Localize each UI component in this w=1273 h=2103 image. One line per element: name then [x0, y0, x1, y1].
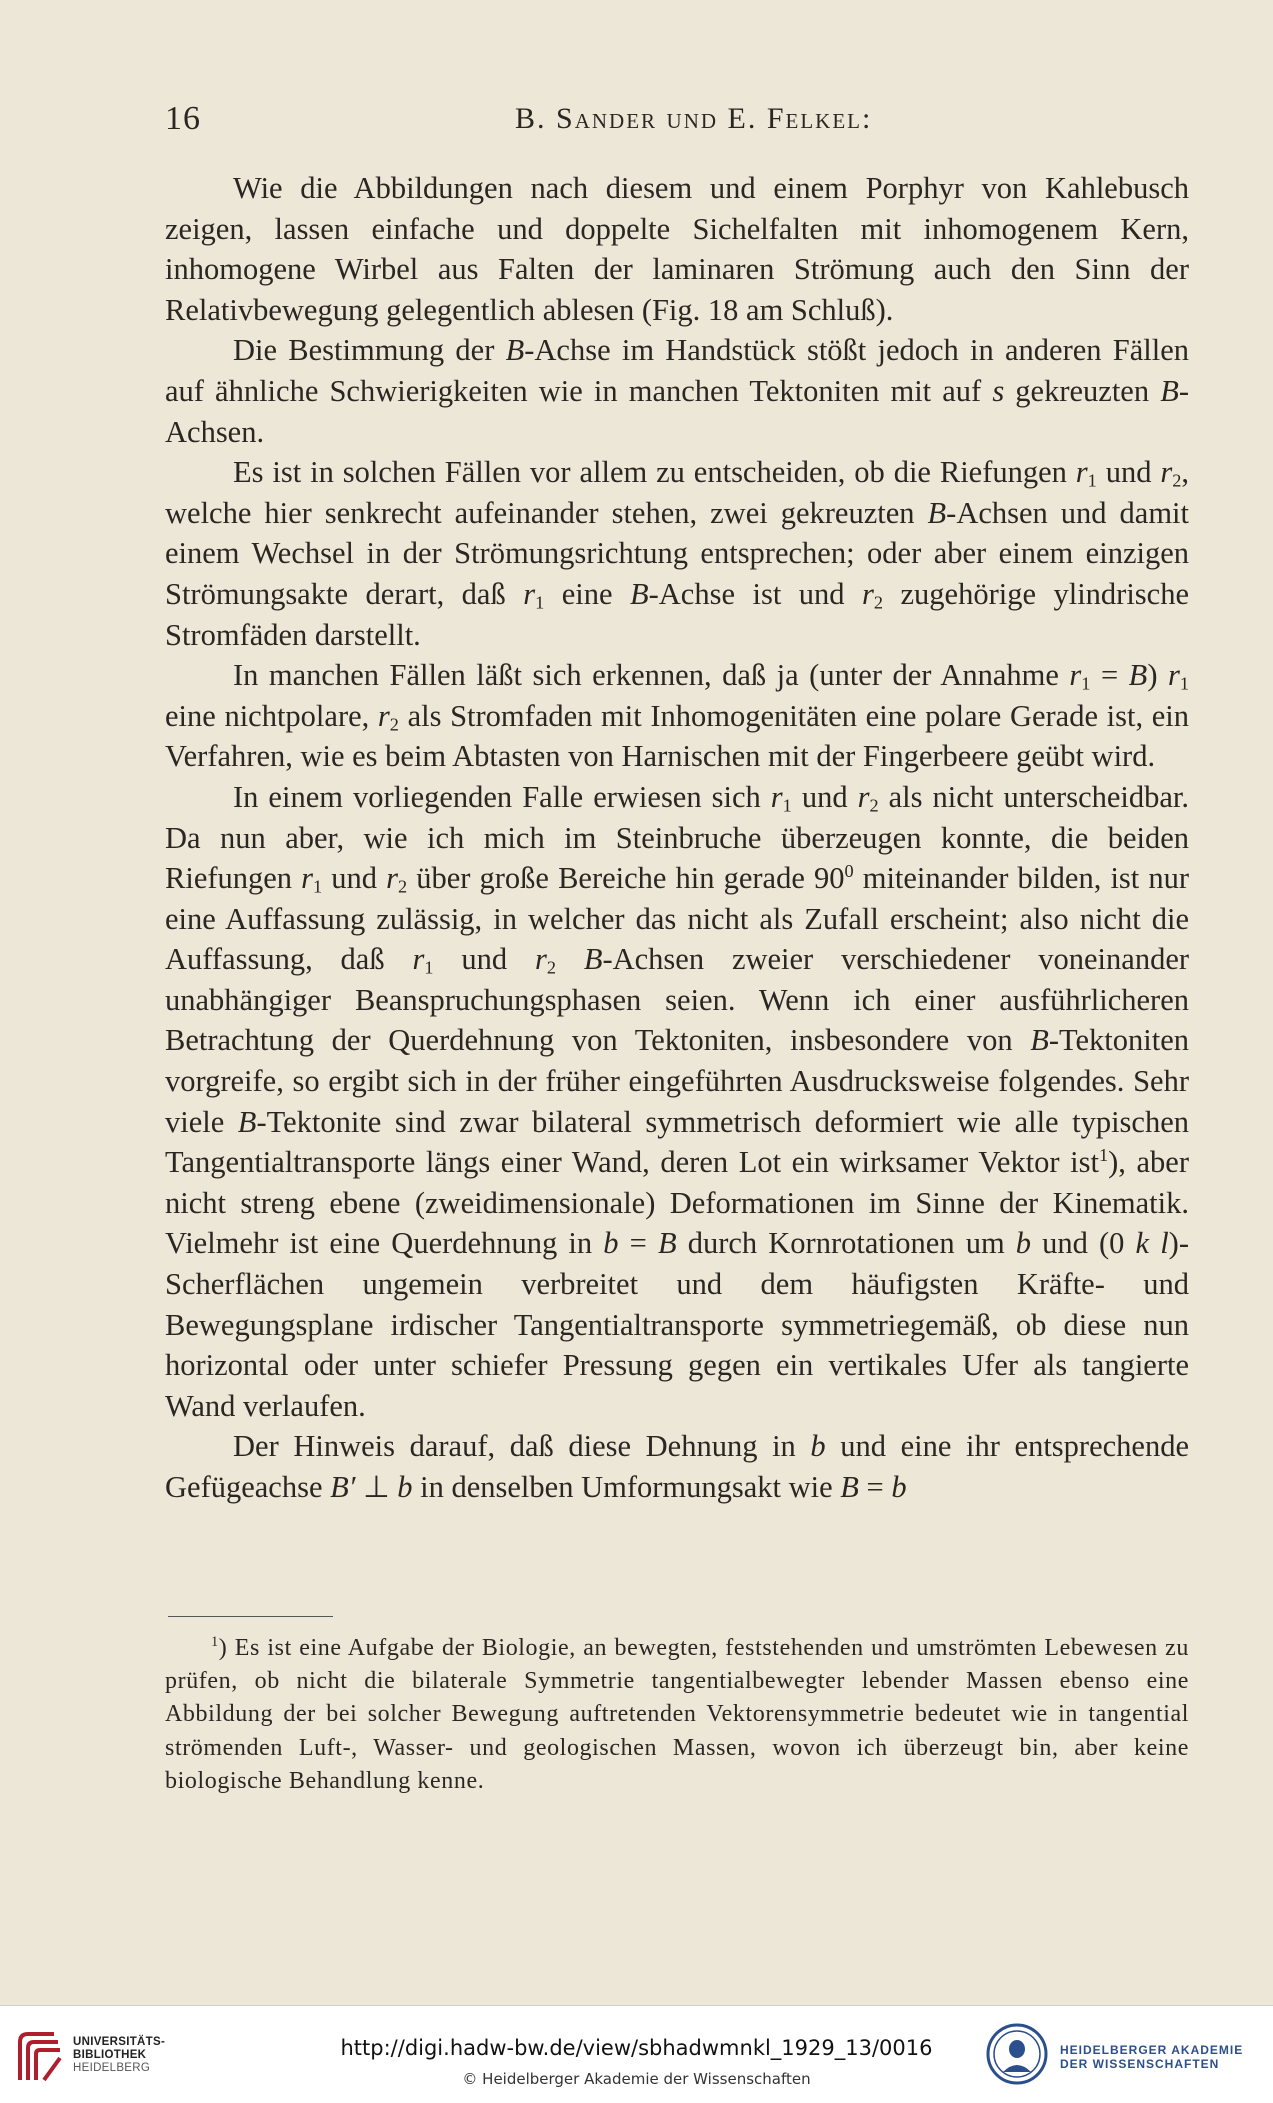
paragraph-5: In einem vorliegenden Falle erwiesen sich $r_1$ und $r_2$ als nicht unterscheidbar. Da nun aber, wie ich mich im Steinbruche überzeugen konnte, die beiden Riefungen $r_1$ und $r_2$ über große Bereiche hin gerade $90^0$ miteinander bilden, ist nur eine Auffassung zulässig, in welcher das nicht als Zufall erscheint; also nicht die Auffassung, daß $r_1$ und $r_2$ B-Achsen zweier verschiedener voneinander unabhängiger Beanspruchungsphasen seien. Wenn ich einer ausführlicheren Betrachtung der Querdehnung von Tektoniten, insbesondere von B-Tektoniten vorgreife, so ergibt sich in der früher eingeführten Ausdrucksweise folgendes. Sehr viele B-Tektonite sind zwar bilateral symmetrisch deformiert wie alle typischen Tangentialtransporte längs einer Wand, deren Lot ein wirksamer Vektor ist$^1$), aber nicht streng ebene (zweidimensionale) Deformationen im Sinne der Kinematik. Vielmehr ist eine Querdehnung in b = B durch Kornrotationen um b und (0 k l)-Scherflächen ungemein verbreitet und dem häufigsten Kräfte- und Bewegungsplane irdischer Tangentialtransporte symmetriegemäß, ob diese nun horizontal oder unter schiefer Pressung gegen ein vertikales Ufer als tangierte Wand verlaufen.: [165, 779, 1190, 1423]
footnote-reference[interactable]: 1: [1099, 1145, 1109, 1166]
footnote-text: ) Es ist eine Aufgabe der Biologie, an bewegten, feststehenden und umströmten Lebewesen zu prüfen, ob nicht die bilaterale Symmetrie tangentialbewegter lebender Massen ebenso eine Abbildung der bei solcher Bewegung auftretenden Vektorensymmetrie bedeutet wie in tangential strömenden Luft-, Wasser- und geologischen Massen, wovon ich überzeugt bin, aber keine biologische Behandlung kenne.: [165, 1635, 1189, 1794]
paragraph-4: In manchen Fällen läßt sich erkennen, daß ja (unter der Annahme $r_1 = B$) $r_1$ eine nichtpolare, $r_2$ als Stromfaden mit Inhomogenitäten eine polare Gerade ist, ein Verfahren, wie es beim Abtasten von Harnischen mit der Fingerbeere geübt wird.: [165, 658, 1190, 774]
footnote-mark: 1: [211, 1634, 219, 1650]
paragraph-3: Es ist in solchen Fällen vor allem zu entscheiden, ob die Riefungen $r_1$ und $r_2$, welche hier senkrecht aufeinander stehen, zwei gekreuzten B-Achsen und damit einem Wechsel in der Strömungsrichtung entsprechen; oder aber einem einzigen Strömungsakte derart, daß $r_1$ eine B-Achse ist und $r_2$ zugehörige ylindrische Stromfäden darstellt.: [165, 455, 1190, 652]
university-library-name: UNIVERSITÄTS- BIBLIOTHEK HEIDELBERG: [73, 2036, 166, 2074]
paragraph-1: Wie die Abbildungen nach diesem und einem Porphyr von Kahlebusch zeigen, lassen einfache und doppelte Sichelfalten mit inhomogenem Kern, inhomogene Wirbel aus Falten der laminaren Strömung auch den Sinn der Relativbewegung gelegentlich ablesen (Fig. 18 am Schluß).: [165, 171, 1189, 327]
academy-seal-icon: [985, 2022, 1049, 2086]
footnote: [165, 1632, 1189, 1798]
footer-bar: [0, 2005, 1273, 2103]
paragraph-6: Der Hinweis darauf, daß diese Dehnung in b und eine ihr entsprechende Gefügeachse B′ ⊥ b in denselben Umformungsakt wie B = b: [165, 1429, 1189, 1504]
footnote-divider: [168, 1616, 333, 1617]
permalink-url[interactable]: http://digi.hadw-bw.de/view/sbhadwmnkl_1929_13/0016: [340, 2036, 933, 2060]
paragraph-2: Die Bestimmung der B-Achse im Handstück stößt jedoch in anderen Fällen auf ähnliche Schwierigkeiten wie in manchen Tektoniten mit auf s gekreuzten B-Achsen.: [165, 333, 1189, 449]
copyright-notice: © Heidelberger Akademie der Wissenschaften: [462, 2070, 811, 2088]
page-number: 16: [165, 100, 201, 137]
body-text: [165, 168, 1189, 1508]
running-title: B. Sander und E. Felkel:: [515, 102, 873, 135]
academy-name: HEIDELBERGER AKADEMIE DER WISSENSCHAFTEN: [1060, 2043, 1244, 2071]
